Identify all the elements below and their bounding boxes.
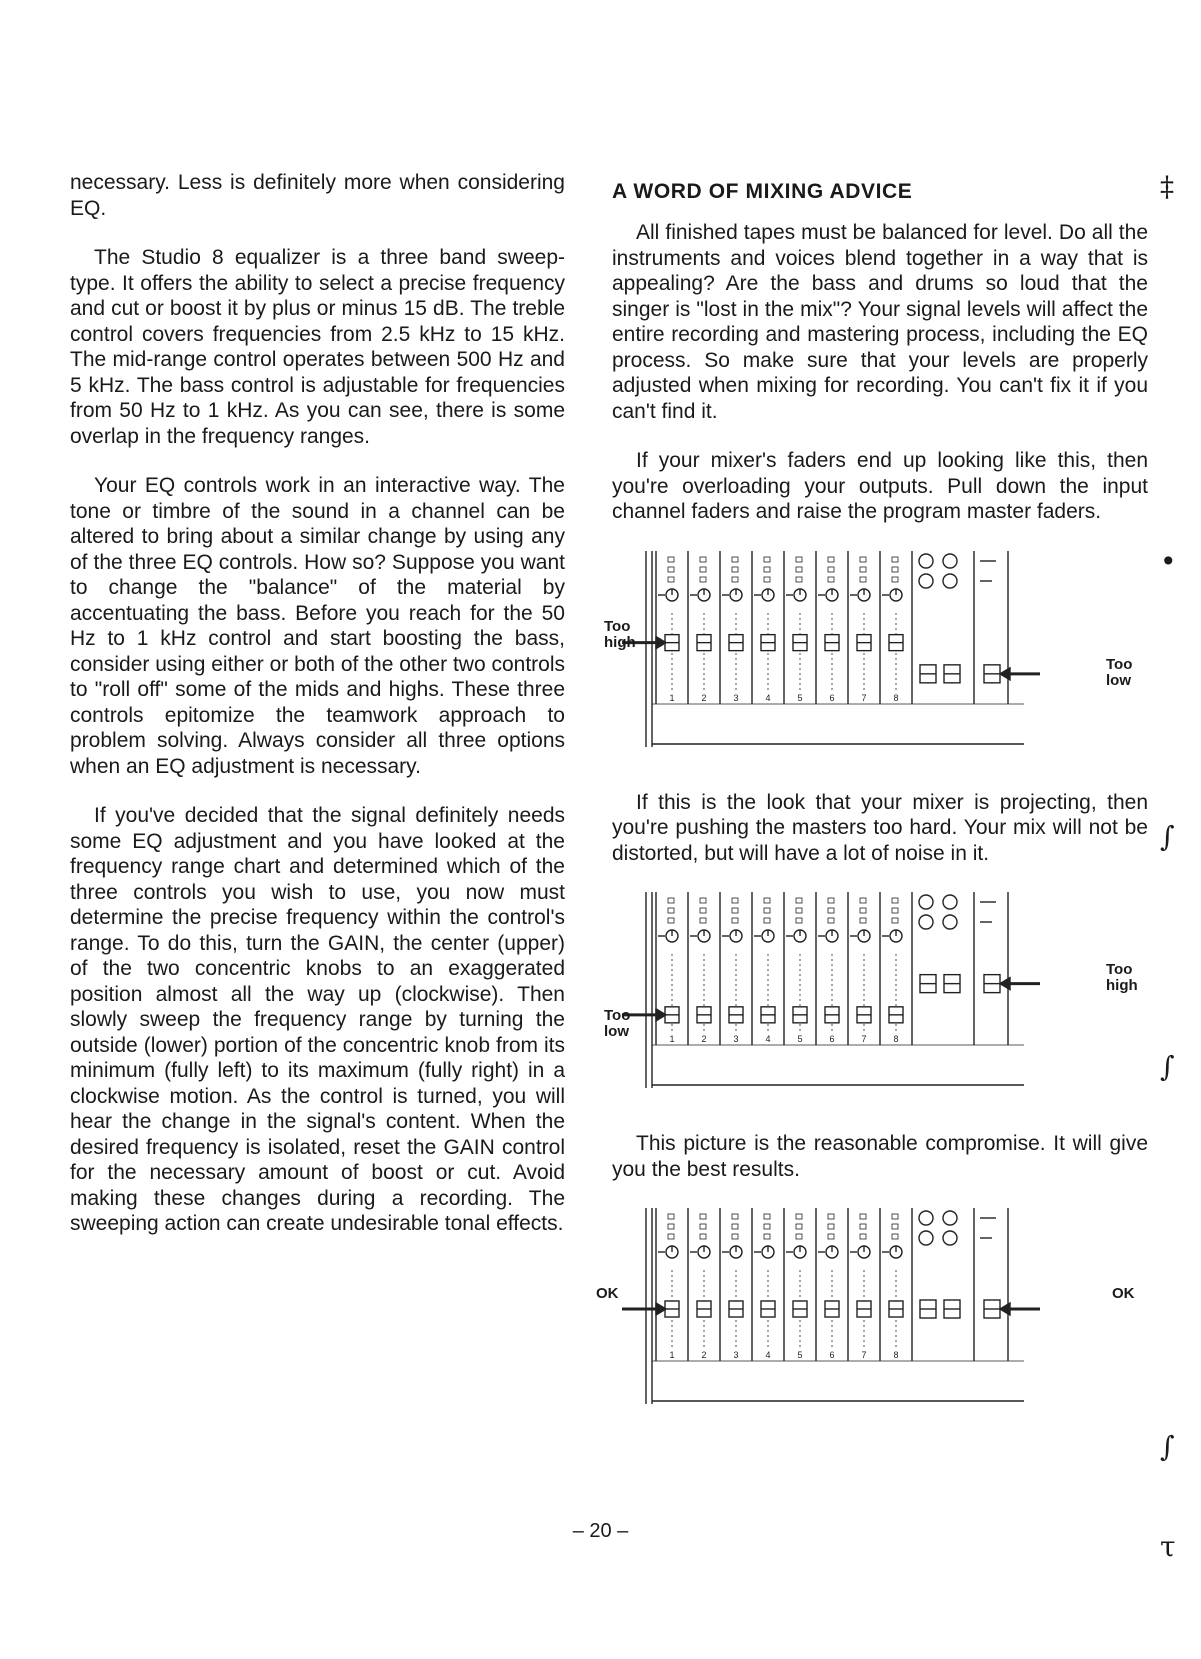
channel-number: 2 xyxy=(701,1350,707,1360)
channel-number: 5 xyxy=(797,692,803,703)
channel-number: 7 xyxy=(861,692,867,703)
channel-number: 7 xyxy=(861,1350,867,1360)
channel-number: 3 xyxy=(733,692,739,703)
mixer-illustration xyxy=(612,1206,1148,1421)
channel-number: 5 xyxy=(797,1034,803,1044)
figure-right-label: OK xyxy=(1112,1285,1135,1302)
figure-left-label: OK xyxy=(596,1285,619,1302)
channel-number: 8 xyxy=(893,692,899,703)
channel-number: 7 xyxy=(861,1034,867,1044)
page-number: – 20 – xyxy=(572,1520,629,1542)
mixer-figure-1 xyxy=(604,549,1148,764)
mixer-figure-2 xyxy=(604,890,1148,1105)
channel-number: 3 xyxy=(733,1350,739,1360)
figure-caption-2: If this is the look that your mixer is projecting, then you're pushing the masters too hard. Your mix will not be distorted, but will have a lot of noise in it. xyxy=(612,790,1148,865)
paragraph-mixing-advice: All finished tapes must be balanced for level. Do all the instruments and voices blend together in a way that is appealing? Are the bass and drums so loud that the singer is "lost in the mix"? Your signal levels will affect the entire recording and mastering process, including the EQ process. So make sure that your levels are properly adjusted when mixing for recording. You can't fix it if you can't find it. xyxy=(612,221,1148,423)
margin-mark: ‡ xyxy=(1160,170,1174,203)
channel-number: 2 xyxy=(701,692,707,703)
channel-number: 3 xyxy=(733,1034,739,1044)
figure-caption-3: This picture is the reasonable compromise. It will give you the best results. xyxy=(612,1132,1148,1181)
right-column xyxy=(596,180,1148,1447)
margin-mark: ∫ xyxy=(1160,820,1175,853)
mixer-illustration xyxy=(612,549,1148,764)
channel-number: 2 xyxy=(701,1034,707,1044)
channel-number: 6 xyxy=(829,1350,835,1360)
figure-right-label: Too low xyxy=(1106,655,1133,689)
paragraph-equalizer-description: The Studio 8 equalizer is a three band sweep-type. It offers the ability to select a precise frequency and cut or boost it by plus or minus 15 dB. The treble control covers frequencies from 2.5 kHz to 15 kHz. The mid-range control operates between 500 Hz and 5 kHz. The bass control is adjustable for frequencies from 50 Hz to 1 kHz. As you can see, there is some overlap in the frequency ranges. xyxy=(70,246,565,448)
figure-left-label: Too high xyxy=(604,617,636,651)
channel-number: 1 xyxy=(669,1034,675,1044)
paragraph-continued: necessary. Less is definitely more when considering EQ. xyxy=(70,171,565,220)
margin-mark: • xyxy=(1160,545,1177,578)
figure-left-label: Too low xyxy=(604,1007,631,1040)
channel-number: 1 xyxy=(669,1350,675,1360)
left-column xyxy=(70,170,565,1261)
margin-mark: τ xyxy=(1160,1530,1176,1563)
figure-right-label: Too high xyxy=(1106,961,1138,994)
channel-number: 5 xyxy=(797,1350,803,1360)
channel-number: 6 xyxy=(829,1034,835,1044)
mixer-illustration xyxy=(612,890,1148,1105)
channel-number: 8 xyxy=(893,1350,899,1360)
channel-number: 8 xyxy=(893,1034,899,1044)
paragraph-interactive-eq: Your EQ controls work in an interactive way. The tone or timbre of the sound in a channel can be altered to bring about a similar change by using any of the three EQ controls. How so? Suppose you want to change the "balance" of the material by accentuating the bass. Before you reach for the 50 Hz to 1 kHz control and start boosting the bass, consider using either or both of the other two controls to "roll off" some of the mids and highs. These three controls epitomize the teamwork approach to problem solving. Always consider all three options when an EQ adjustment is necessary. xyxy=(70,474,565,778)
margin-mark: ∫ xyxy=(1160,1430,1175,1463)
section-heading: A WORD OF MIXING ADVICE xyxy=(612,180,913,203)
channel-number: 6 xyxy=(829,692,835,703)
paragraph-sweep-procedure: If you've decided that the signal definitely needs some EQ adjustment and you have looked at the frequency range chart and determined which of the three controls you wish to use, you now must determine the precise frequency within the control's range. To do this, turn the GAIN, the center (upper) of the two concentric knobs to an exaggerated position almost all the way up (clockwise). Then slowly sweep the frequency range by turning the outside (lower) portion of the concentric knob from its minimum (fully left) to its maximum (fully right) in a clockwise motion. As the control is turned, you will hear the change in the signal's content. When the desired frequency is isolated, reset the GAIN control for the necessary amount of boost or cut. Avoid making these changes during a recording. The sweeping action can create undesirable tonal effects. xyxy=(70,804,565,1235)
channel-number: 4 xyxy=(765,692,771,703)
channel-number: 1 xyxy=(669,692,675,703)
channel-number: 4 xyxy=(765,1350,771,1360)
figure-caption-1: If your mixer's faders end up looking like this, then you're overloading your outputs. Pull down the input channel faders and raise the program master faders. xyxy=(612,449,1148,523)
channel-number: 4 xyxy=(765,1034,771,1044)
mixer-figure-3 xyxy=(596,1206,1148,1421)
margin-mark: ∫ xyxy=(1160,1050,1175,1083)
